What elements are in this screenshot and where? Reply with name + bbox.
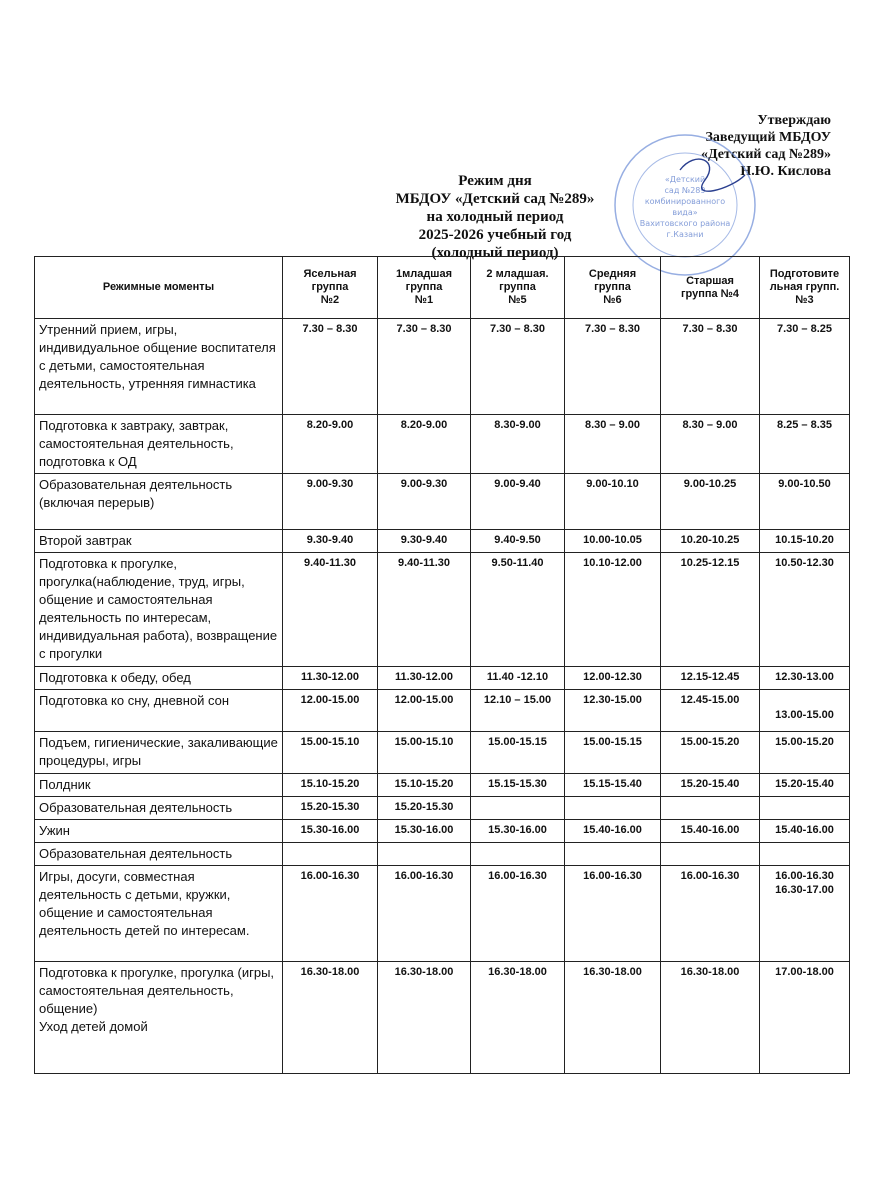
approval-line-2: Заведущий МБДОУ [705,130,831,145]
time-cell: 15.00-15.10 [283,732,378,774]
stamp-line-3: комбинированного [644,197,726,206]
header-activity: Режимные моменты [35,257,283,319]
table-row [35,667,850,690]
table-row [35,415,850,474]
time-cell: 9.00-9.40 [471,474,565,530]
time-cell: 10.20-10.25 [661,530,760,553]
time-cell: 12.00-12.30 [565,667,661,690]
table-row [35,962,850,1074]
table-row [35,820,850,843]
table-row [35,474,850,530]
time-cell [661,843,760,866]
header-group-3: Подготовите льная групп. №3 [760,257,850,319]
row-activity-text: Подготовка к прогулке, прогулка (игры, самостоятельная деятельность, общение) [39,965,275,1016]
time-cell: 9.40-11.30 [378,553,471,667]
row-activity: Игры, досуги, совместная деятельность с детьми, кружки, общение и самостоятельная деятельность детей по интересам. [35,866,283,962]
time-cell: 16.00-16.30 [661,866,760,962]
approval-line-3: «Детский сад №289» [700,147,831,162]
time-cell: 16.30-18.00 [471,962,565,1074]
time-cell: 15.20-15.40 [760,774,850,797]
time-cell [471,843,565,866]
time-cell: 8.30-9.00 [471,415,565,474]
time-cell: 16.30-18.00 [378,962,471,1074]
row-activity: Ужин [35,820,283,843]
approval-block [701,112,831,180]
time-cell: 16.30-18.00 [661,962,760,1074]
time-cell: 15.40-16.00 [661,820,760,843]
time-cell: 15.15-15.30 [471,774,565,797]
time-cell: 15.30-16.00 [378,820,471,843]
table-row [35,530,850,553]
stamp-line-5: Вахитовского района [639,219,731,228]
time-cell: 7.30 – 8.30 [378,319,471,415]
title-line-5: (холодный период) [431,245,559,261]
time-cell [565,797,661,820]
time-cell: 8.30 – 9.00 [565,415,661,474]
title-line-2: МБДОУ «Детский сад №289» [395,191,595,207]
time-cell: 10.50-12.30 [760,553,850,667]
time-cell: 16.00-16.30 [471,866,565,962]
time-cell [378,843,471,866]
table-row [35,797,850,820]
time-cell: 9.30-9.40 [283,530,378,553]
table-row [35,690,850,732]
time-cell: 12.10 – 15.00 [471,690,565,732]
time-cell: 16.00-16.30 [283,866,378,962]
approval-line-1: Утверждаю [757,113,831,128]
time-cell: 7.30 – 8.30 [661,319,760,415]
time-cell: 12.30-13.00 [760,667,850,690]
time-cell: 8.30 – 9.00 [661,415,760,474]
schedule-table [34,256,850,1074]
time-cell: 9.00-10.50 [760,474,850,530]
time-cell: 15.30-16.00 [283,820,378,843]
stamp-line-1: «Детский [664,175,706,184]
time-cell: 15.00-15.10 [378,732,471,774]
header-group-6: Средняя группа №6 [565,257,661,319]
time-cell: 11.30-12.00 [378,667,471,690]
time-cell: 16.00-16.30 [378,866,471,962]
time-cell: 13.00-15.00 [760,690,850,732]
header-group-2: Ясельная группа №2 [283,257,378,319]
time-cell [565,843,661,866]
time-cell: 10.00-10.05 [565,530,661,553]
time-cell: 15.10-15.20 [378,774,471,797]
time-cell-upper: 16.00-16.30 [775,870,834,882]
time-cell [661,797,760,820]
time-cell: 12.30-15.00 [565,690,661,732]
table-row [35,774,850,797]
time-cell: 12.45-15.00 [661,690,760,732]
row-activity [35,962,283,1074]
time-cell [283,843,378,866]
row-activity: Подготовка к обеду, обед [35,667,283,690]
time-cell: 10.15-10.20 [760,530,850,553]
time-cell: 9.00-9.30 [283,474,378,530]
stamp-line-6: г.Казани [666,230,704,239]
table-row [35,553,850,667]
time-cell: 7.30 – 8.25 [760,319,850,415]
title-line-1: Режим дня [458,173,532,189]
time-cell: 9.00-9.30 [378,474,471,530]
time-cell: 7.30 – 8.30 [283,319,378,415]
time-cell: 7.30 – 8.30 [565,319,661,415]
row-activity: Подъем, гигиенические, закаливающие процедуры, игры [35,732,283,774]
time-cell: 9.50-11.40 [471,553,565,667]
time-cell: 7.30 – 8.30 [471,319,565,415]
row-activity: Образовательная деятельность [35,797,283,820]
time-cell: 16.30-18.00 [283,962,378,1074]
header-group-5: 2 младшая. группа №5 [471,257,565,319]
time-cell: 15.30-16.00 [471,820,565,843]
time-cell: 12.00-15.00 [378,690,471,732]
row-activity: Подготовка к прогулке, прогулка(наблюдение, труд, игры, общение и самостоятельная деятельность по интересам, индивидуальная работа), возвращение с прогулки [35,553,283,667]
time-cell [760,797,850,820]
time-cell: 15.00-15.15 [471,732,565,774]
time-cell: 12.00-15.00 [283,690,378,732]
row-activity: Полдник [35,774,283,797]
time-cell: 16.30-18.00 [565,962,661,1074]
time-cell: 9.30-9.40 [378,530,471,553]
title-line-4: 2025-2026 учебный год [418,227,572,243]
time-cell: 8.20-9.00 [283,415,378,474]
time-cell: 8.20-9.00 [378,415,471,474]
time-cell: 15.40-16.00 [760,820,850,843]
row-activity: Образовательная деятельность (включая перерыв) [35,474,283,530]
table-row [35,319,850,415]
time-cell: 9.40-11.30 [283,553,378,667]
table-row [35,732,850,774]
time-cell: 15.20-15.30 [283,797,378,820]
time-cell: 15.10-15.20 [283,774,378,797]
time-cell: 15.20-15.40 [661,774,760,797]
row-activity: Образовательная деятельность [35,843,283,866]
time-cell: 15.20-15.30 [378,797,471,820]
row-activity-text-2: Уход детей домой [39,1019,148,1034]
row-activity: Утренний прием, игры, индивидуальное общение воспитателя с детьми, самостоятельная деятельность, утренняя гимнастика [35,319,283,415]
time-cell [471,797,565,820]
time-cell-split [760,866,850,962]
stamp-line-2: сад №289 [664,186,706,195]
time-cell: 17.00-18.00 [760,962,850,1074]
time-cell: 8.25 – 8.35 [760,415,850,474]
time-cell: 15.00-15.20 [760,732,850,774]
time-cell: 15.15-15.40 [565,774,661,797]
time-cell: 11.30-12.00 [283,667,378,690]
time-cell: 16.00-16.30 [565,866,661,962]
time-cell: 15.00-15.15 [565,732,661,774]
time-cell: 9.00-10.25 [661,474,760,530]
time-cell [760,843,850,866]
time-cell: 10.10-12.00 [565,553,661,667]
header-group-1: 1младшая группа №1 [378,257,471,319]
table-row [35,866,850,962]
table-row [35,843,850,866]
time-cell: 12.15-12.45 [661,667,760,690]
stamp-line-4: вида» [672,208,698,217]
page-title [300,172,690,262]
row-activity: Подготовка ко сну, дневной сон [35,690,283,732]
time-cell: 9.40-9.50 [471,530,565,553]
row-activity: Подготовка к завтраку, завтрак, самостоятельная деятельность, подготовка к ОД [35,415,283,474]
time-cell: 9.00-10.10 [565,474,661,530]
time-cell: 11.40 -12.10 [471,667,565,690]
row-activity: Второй завтрак [35,530,283,553]
time-cell: 10.25-12.15 [661,553,760,667]
approval-line-4: Н.Ю. Кислова [740,164,831,179]
header-group-4: Старшая группа №4 [661,257,760,319]
time-cell: 15.00-15.20 [661,732,760,774]
title-line-3: на холодный период [426,209,564,225]
time-cell: 15.40-16.00 [565,820,661,843]
table-header-row [35,257,850,319]
time-cell-lower: 16.30-17.00 [775,884,834,896]
